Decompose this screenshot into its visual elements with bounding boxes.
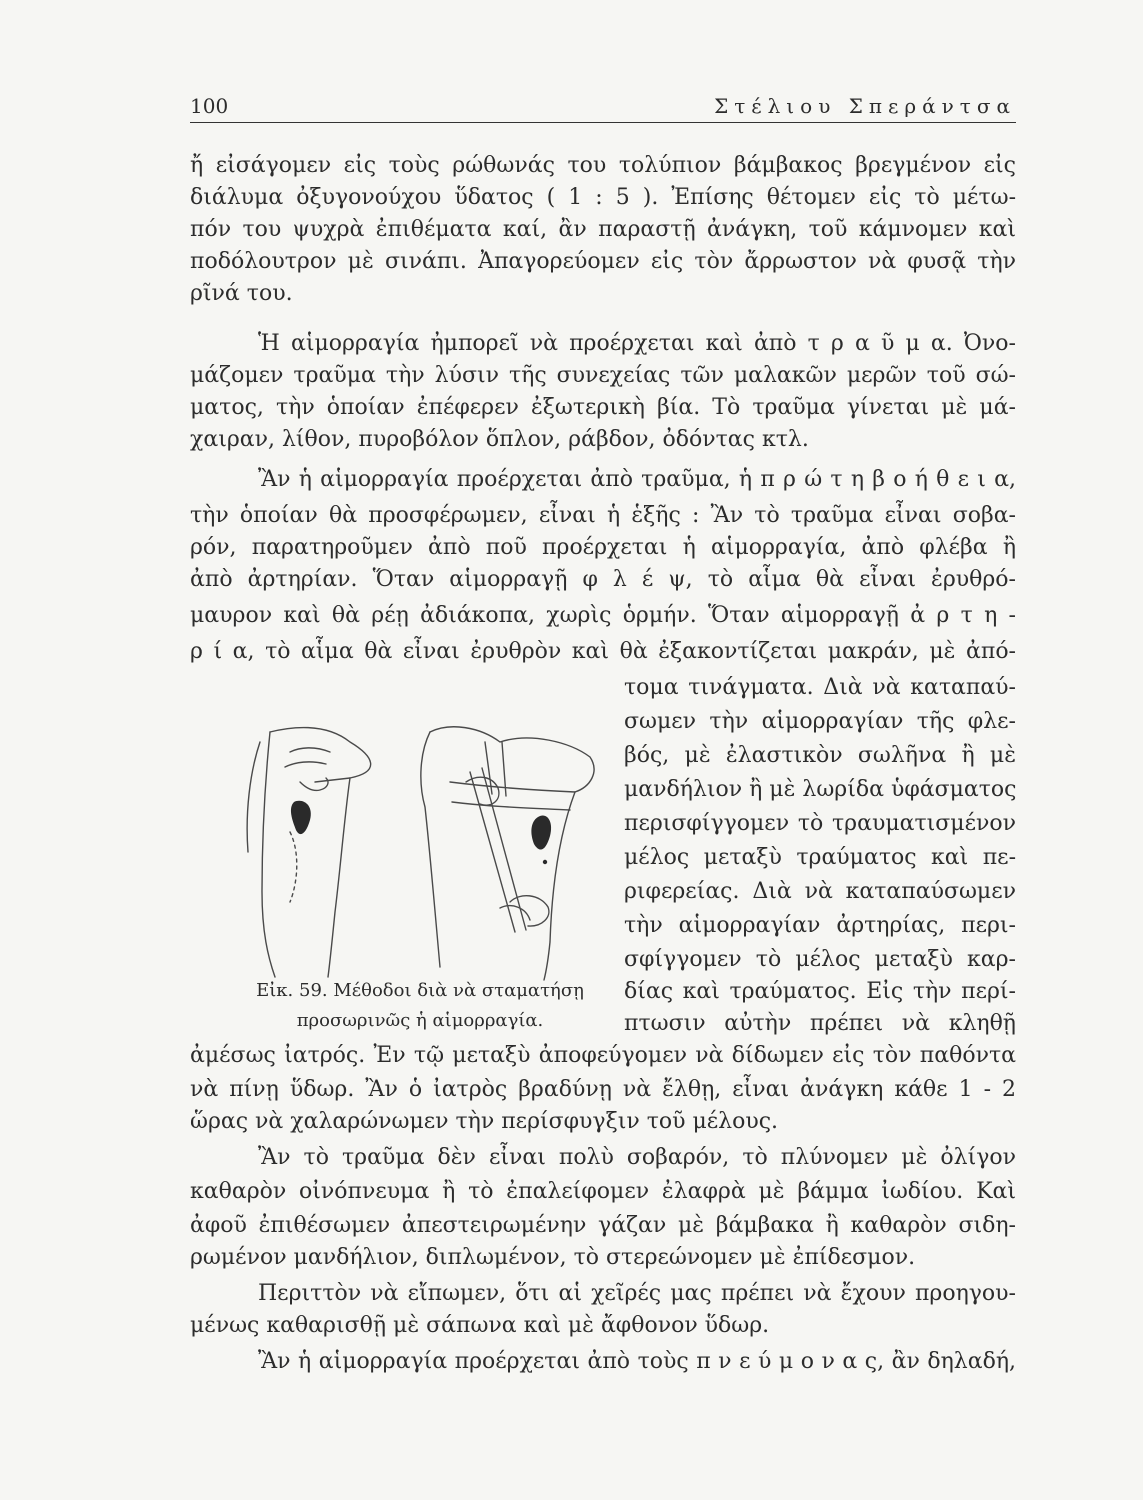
text-line: νὰ πίνῃ ὕδωρ. Ἂν ὁ ἰατρὸς βραδύνῃ νὰ ἔλθῃ, εἶναι ἀνάγκη κάθε 1 - 2 [190, 1077, 1016, 1102]
text-line: ἤ εἰσάγομεν εἰς τοὺς ρώθωνάς του τολύπιον βάμβακος βρεγμένον εἰς [190, 153, 1016, 178]
column-text-line: περισφίγγομεν τὸ τραυματισμένον [624, 811, 1016, 836]
column-text-line: μέλος μεταξὺ τραύματος καὶ πε- [624, 845, 1016, 870]
text-line: ρόν, παρατηροῦμεν ἀπὸ ποῦ προέρχεται ἡ αἱμορραγία, ἀπὸ φλέβα ἢ [190, 535, 1016, 560]
tourniquet-illustration [230, 712, 610, 982]
column-text-line: τομα τινάγματα. Διὰ νὰ καταπαύ- [624, 675, 1016, 700]
paragraph-start-line: Ἂν ἡ αἱμορραγία προέρχεται ἀπὸ τραῦμα, ἡ π ρ ώ τ η β ο ή θ ε ι α, [258, 467, 1016, 492]
column-text-line: σφίγγομεν τὸ μέλος μεταξὺ καρ- [624, 947, 1016, 972]
page-header [190, 92, 1016, 123]
figure-caption: Εἰκ. 59. Μέθοδοι διὰ νὰ σταματήσῃ [256, 980, 584, 1001]
figure-caption-continued: προσωρινῶς ἡ αἱμορραγία. [296, 1010, 544, 1031]
column-text-line: μανδήλιον ἢ μὲ λωρίδα ὑφάσματος [624, 777, 1017, 802]
text-line: ποδόλουτρον μὲ σινάπι. Ἀπαγορεύομεν εἰς τὸν ἄρρωστον νὰ φυσᾷ τὴν [190, 249, 1016, 274]
page-number: 100 [190, 94, 229, 118]
text-line: διάλυμα ὀξυγονούχου ὕδατος ( 1 : 5 ). Ἐπίσης θέτομεν εἰς τὸ μέτω- [190, 185, 1016, 210]
column-text-line: δίας καὶ τραύματος. Εἰς τὴν περί- [624, 979, 1016, 1004]
paragraph-start-line: Ἡ αἱμορραγία ἠμπορεῖ νὰ προέρχεται καὶ ἀπὸ τ ρ α ῦ μ α. Ὀνο- [258, 331, 1016, 356]
right-arm-drawing [421, 727, 594, 980]
text-line: μαυρον καὶ θὰ ρέῃ ἀδιάκοπα, χωρὶς ὁρμήν. Ὅταν αἱμορραγῇ ἀ ρ τ η - [190, 603, 1016, 628]
text-line: ἀμέσως ἰατρός. Ἐν τῷ μεταξὺ ἀποφεύγομεν νὰ δίδωμεν εἰς τὸν παθόντα [190, 1043, 1016, 1068]
text-line: ἀφοῦ ἐπιθέσωμεν ἀπεστειρωμένην γάζαν μὲ βάμβακα ἢ καθαρὸν σιδη- [190, 1213, 1016, 1238]
paragraph-start-line: Ἂν ἡ αἱμορραγία προέρχεται ἀπὸ τοὺς π ν ε ύ μ ο ν α ς, ἂν δηλαδή, [258, 1349, 1016, 1374]
text-line: μένως καθαρισθῇ μὲ σάπωνα καὶ μὲ ἄφθονον ὕδωρ. [190, 1313, 770, 1338]
running-title: Στέλιου Σπεράντσα [714, 94, 1016, 118]
text-line: μάζομεν τραῦμα τὴν λύσιν τῆς συνεχείας τῶν μαλακῶν μερῶν τοῦ σώ- [190, 363, 1016, 388]
text-line: ρωμένον μανδήλιον, διπλωμένον, τὸ στερεώνομεν μὲ ἐπίδεσμον. [190, 1245, 916, 1270]
text-line: καθαρὸν οἰνόπνευμα ἢ τὸ ἐπαλείφομεν ἐλαφρὰ μὲ βάμμα ἰωδίου. Καὶ [190, 1179, 1016, 1204]
column-text-line: βός, μὲ ἐλαστικὸν σωλῆνα ἢ μὲ [624, 743, 1016, 768]
text-line: πόν του ψυχρὰ ἐπιθέματα καί, ἂν παραστῇ ἀνάγκη, τοῦ κάμνομεν καὶ [190, 217, 1016, 242]
text-line: τὴν ὁποίαν θὰ προσφέρωμεν, εἶναι ἡ ἑξῆς : Ἂν τὸ τραῦμα εἶναι σοβα- [190, 503, 1016, 528]
column-text-line: τὴν αἱμορραγίαν ἀρτηρίας, περι- [624, 913, 1016, 938]
left-arm-drawing [247, 728, 371, 977]
text-line: ματος, τὴν ὁποίαν ἐπέφερεν ἐξωτερικὴ βία. Τὸ τραῦμα γίνεται μὲ μά- [190, 395, 1016, 420]
text-line: ὥρας νὰ χαλαρώνωμεν τὴν περίσφυγξιν τοῦ μέλους. [190, 1109, 779, 1134]
text-line: ἀπὸ ἀρτηρίαν. Ὅταν αἱμορραγῇ φ λ έ ψ, τὸ αἷμα θὰ εἶναι ἐρυθρό- [190, 567, 1016, 592]
paragraph-start-line: Περιττὸν νὰ εἴπωμεν, ὅτι αἱ χεῖρές μας πρέπει νὰ ἔχουν προηγου- [258, 1281, 1016, 1306]
column-text-line: σωμεν τὴν αἱμορραγίαν τῆς φλε- [624, 709, 1016, 734]
text-line: ρῖνά του. [190, 281, 293, 306]
paragraph-start-line: Ἂν τὸ τραῦμα δὲν εἶναι πολὺ σοβαρόν, τὸ πλύνομεν μὲ ὀλίγον [258, 1145, 1016, 1170]
text-line: χαιραν, λίθον, πυροβόλον ὅπλον, ράβδον, ὀδόντας κτλ. [190, 427, 809, 452]
column-text-line: πτωσιν αὐτὴν πρέπει νὰ κληθῇ [624, 1011, 1016, 1036]
text-line: ρ ί α, τὸ αἷμα θὰ εἶναι ἐρυθρὸν καὶ θὰ ἐξακοντίζεται μακράν, μὲ ἀπό- [190, 639, 1016, 664]
column-text-line: ριφερείας. Διὰ νὰ καταπαύσωμεν [624, 879, 1016, 904]
